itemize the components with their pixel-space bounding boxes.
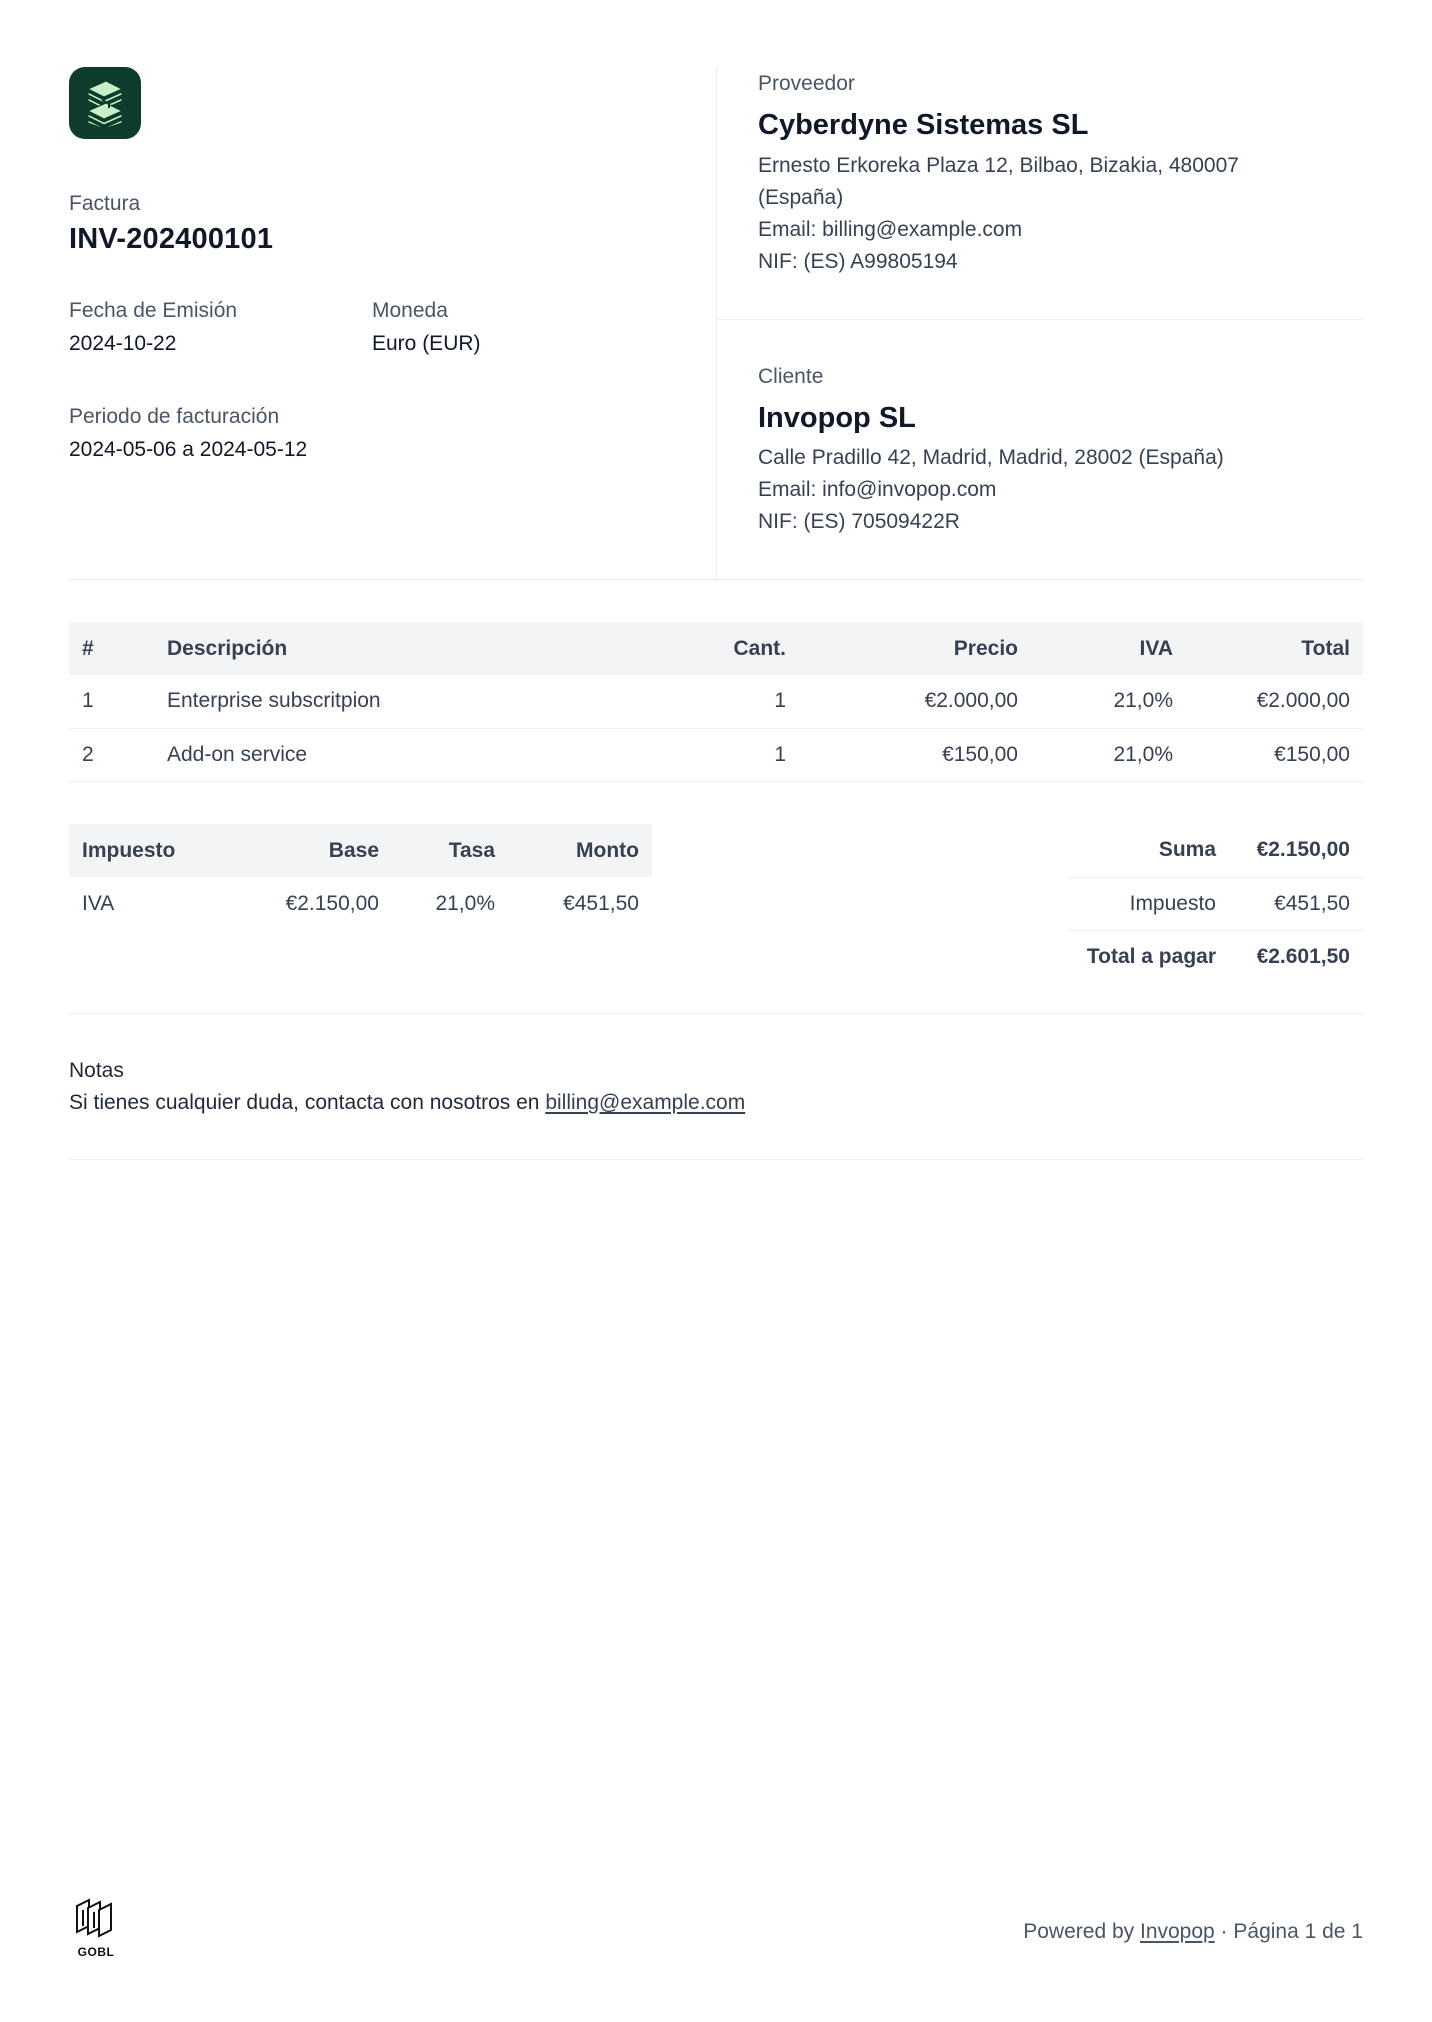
sum-row [1068, 824, 1363, 877]
tax-total-value: €451,50 [1274, 891, 1350, 915]
tax-rate: 21,0% [435, 891, 495, 915]
gobl-logo-icon [73, 1898, 119, 1938]
supplier-address-line1: Ernesto Erkoreka Plaza 12, Bilbao, Bizakia, 480007 [758, 154, 1239, 177]
header-total: Total [1301, 636, 1350, 660]
notes-body: Si tienes cualquier duda, contacta con nosotros en [69, 1091, 546, 1114]
issue-date-label: Fecha de Emisión [69, 299, 238, 322]
header-price: Precio [953, 636, 1018, 660]
payable-label: Total a pagar [1086, 944, 1216, 968]
tax-breakdown-table [69, 824, 652, 930]
currency-label: Moneda [372, 299, 448, 322]
stacked-layers-logo-icon [69, 67, 141, 139]
header-tax-base: Base [328, 838, 379, 862]
supplier-section-label: Proveedor [758, 72, 855, 95]
invoice-number: INV-202400101 [69, 223, 274, 255]
customer-tax-id: NIF: (ES) 70509422R [758, 510, 960, 533]
line-description: Add-on service [167, 742, 308, 766]
notes-label: Notas [69, 1059, 124, 1082]
page-info: · Página 1 de 1 [1214, 1920, 1363, 1943]
tax-header-row [69, 824, 652, 877]
invoice-type-label: Factura [69, 192, 141, 215]
header-quantity: Cant. [733, 636, 786, 660]
line-index: 1 [82, 689, 94, 713]
gobl-label: GOBL [77, 1945, 115, 1959]
table-row [69, 728, 1363, 781]
sum-value: €2.150,00 [1256, 838, 1350, 862]
tax-amount: €451,50 [563, 891, 639, 915]
header-tax-rate: Tasa [448, 838, 495, 862]
line-items-header-row [69, 622, 1363, 675]
company-logo [69, 67, 141, 139]
notes-text [69, 1089, 745, 1117]
header-description: Descripción [167, 636, 288, 660]
header-tax: IVA [1139, 636, 1173, 660]
tax-base: €2.150,00 [285, 891, 379, 915]
line-description: Enterprise subscritpion [167, 689, 381, 713]
customer-name: Invopop SL [758, 402, 916, 434]
customer-email: Email: info@invopop.com [758, 478, 997, 501]
line-total: €2.000,00 [1256, 689, 1350, 713]
footer-info [1023, 1918, 1363, 1946]
column-divider [716, 67, 717, 579]
line-index: 2 [82, 742, 94, 766]
billing-period-value: 2024-05-06 a 2024-05-12 [69, 438, 308, 461]
line-tax: 21,0% [1113, 742, 1173, 766]
table-row [69, 675, 1363, 728]
line-tax: 21,0% [1113, 689, 1173, 713]
customer-address: Calle Pradillo 42, Madrid, Madrid, 28002 (España) [758, 446, 1224, 469]
totals-divider [69, 1013, 1363, 1014]
sum-label: Suma [1158, 838, 1216, 862]
supplier-email: Email: billing@example.com [758, 218, 1023, 241]
invopop-link[interactable]: Invopop [1139, 1920, 1215, 1943]
header-divider [69, 579, 1363, 580]
table-row [69, 877, 652, 930]
supplier-tax-id: NIF: (ES) A99805194 [758, 250, 958, 273]
issue-date-value: 2024-10-22 [69, 332, 177, 355]
party-divider [716, 319, 1363, 320]
header-tax-name: Impuesto [82, 838, 176, 862]
tax-total-row [1068, 877, 1363, 930]
gobl-logo [73, 1898, 119, 1959]
totals-summary [1068, 824, 1363, 983]
supplier-address-line2: (España) [758, 186, 844, 209]
payable-row [1068, 930, 1363, 983]
billing-period-label: Periodo de facturación [69, 405, 280, 428]
header-index: # [82, 636, 94, 660]
customer-section-label: Cliente [758, 365, 824, 388]
notes-divider [69, 1159, 1363, 1160]
payable-value: €2.601,50 [1256, 944, 1350, 968]
notes-email-link[interactable]: billing@example.com [545, 1091, 746, 1114]
header-tax-amount: Monto [576, 838, 639, 862]
currency-value: Euro (EUR) [372, 332, 481, 355]
line-total: €150,00 [1274, 742, 1350, 766]
supplier-name: Cyberdyne Sistemas SL [758, 109, 1089, 141]
line-quantity: 1 [774, 742, 786, 766]
line-price: €150,00 [942, 742, 1018, 766]
line-quantity: 1 [774, 689, 786, 713]
powered-by-text: Powered by [1023, 1920, 1140, 1943]
tax-total-label: Impuesto [1129, 891, 1216, 915]
line-items-table [69, 622, 1363, 782]
line-price: €2.000,00 [924, 689, 1018, 713]
tax-name: IVA [82, 891, 115, 915]
